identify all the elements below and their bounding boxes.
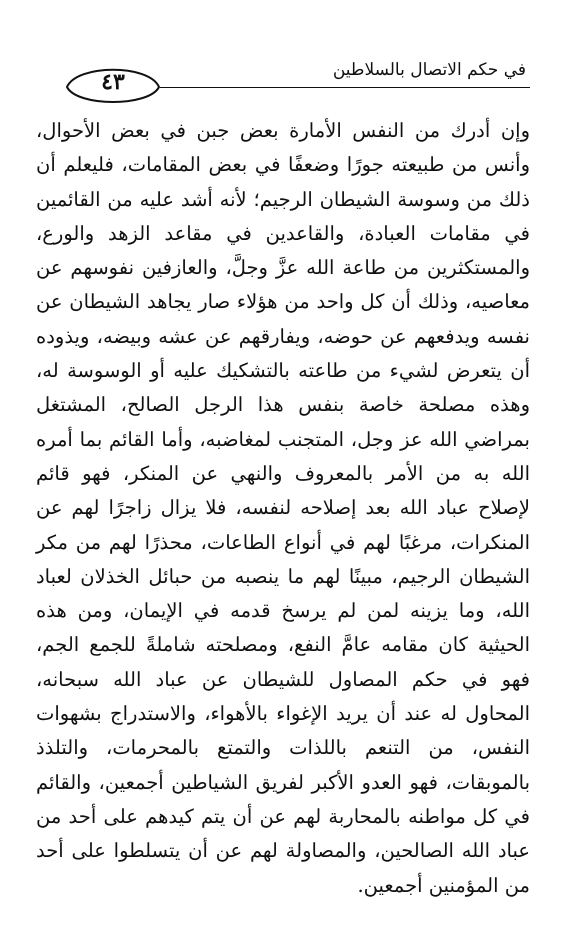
page-number: ٤٣ — [101, 69, 125, 95]
body-paragraph: وإن أدرك من النفس الأمارة بعض جبن في بعض الأحوال، وأنس من طبيعته جورًا وضعفًا في بعض المقامات، فليعلم أن ذلك من وسوسة الشيطان الرجيم؛ لأنه أشد عليه من القائمين في مقامات العبادة، والقاعدين في مقاعد الزهد والورع، والمستكثرين من طاعة الله عزَّ وجلَّ، والعازفين نفوسهم عن معاصيه، وذلك أن كل واحد من هؤلاء صار يجاهد الشيطان عن نفسه ويدفعهم عن حوضه، ويفارقهم عن عشه وبيضه، ويذوده أن يتعرض لشيء من طاعته بالتشكيك عليه أو الوسوسة له، وهذه مصلحة خاصة بنفس هذا الرجل الصالح، المشتغل بمراضي الله عز وجل، المتجنب لمغاضبه، وأما القائم بما أمره الله به من الأمر بالمعروف والنهي عن المنكر، فهو قائم لإصلاح عباد الله بعد إصلاحه لنفسه، فلا يزال زاجرًا لهم عن المنكرات، مرغبًا لهم في أنواع الطاعات، محذرًا لهم من مكر الشيطان الرجيم، مبينًا لهم ما ينصبه من حبائل الخذلان لعباد الله، وما يزينه لمن لم يرسخ قدمه في الإيمان، ومن هذه الحيثية كان مقامه عامَّ النفع، ومصلحته شاملةً للجمع الجم، فهو في حكم المصاول للشيطان عن عباد الله سبحانه، المحاول له عند أن يريد الإغواء بالأهواء، والاستدراج بشهوات النفس، من التنعم باللذات والتمتع بالمحرمات، والتلذذ بالموبقات، فهو العدو الأكبر لفريق الشياطين أجمعين، والقائم في كل مواطنه بالمحاربة لهم عن أن يتم كيدهم على أحد من عباد الله الصالحين، والمصاولة لهم عن أن يتسلطوا على أحد من المؤمنين أجمعين. — [36, 119, 530, 897]
page-number-badge — [63, 56, 163, 110]
running-header-title: في حكم الاتصال بالسلاطين — [332, 60, 526, 80]
body-text — [36, 114, 530, 903]
header-divider — [160, 87, 530, 88]
